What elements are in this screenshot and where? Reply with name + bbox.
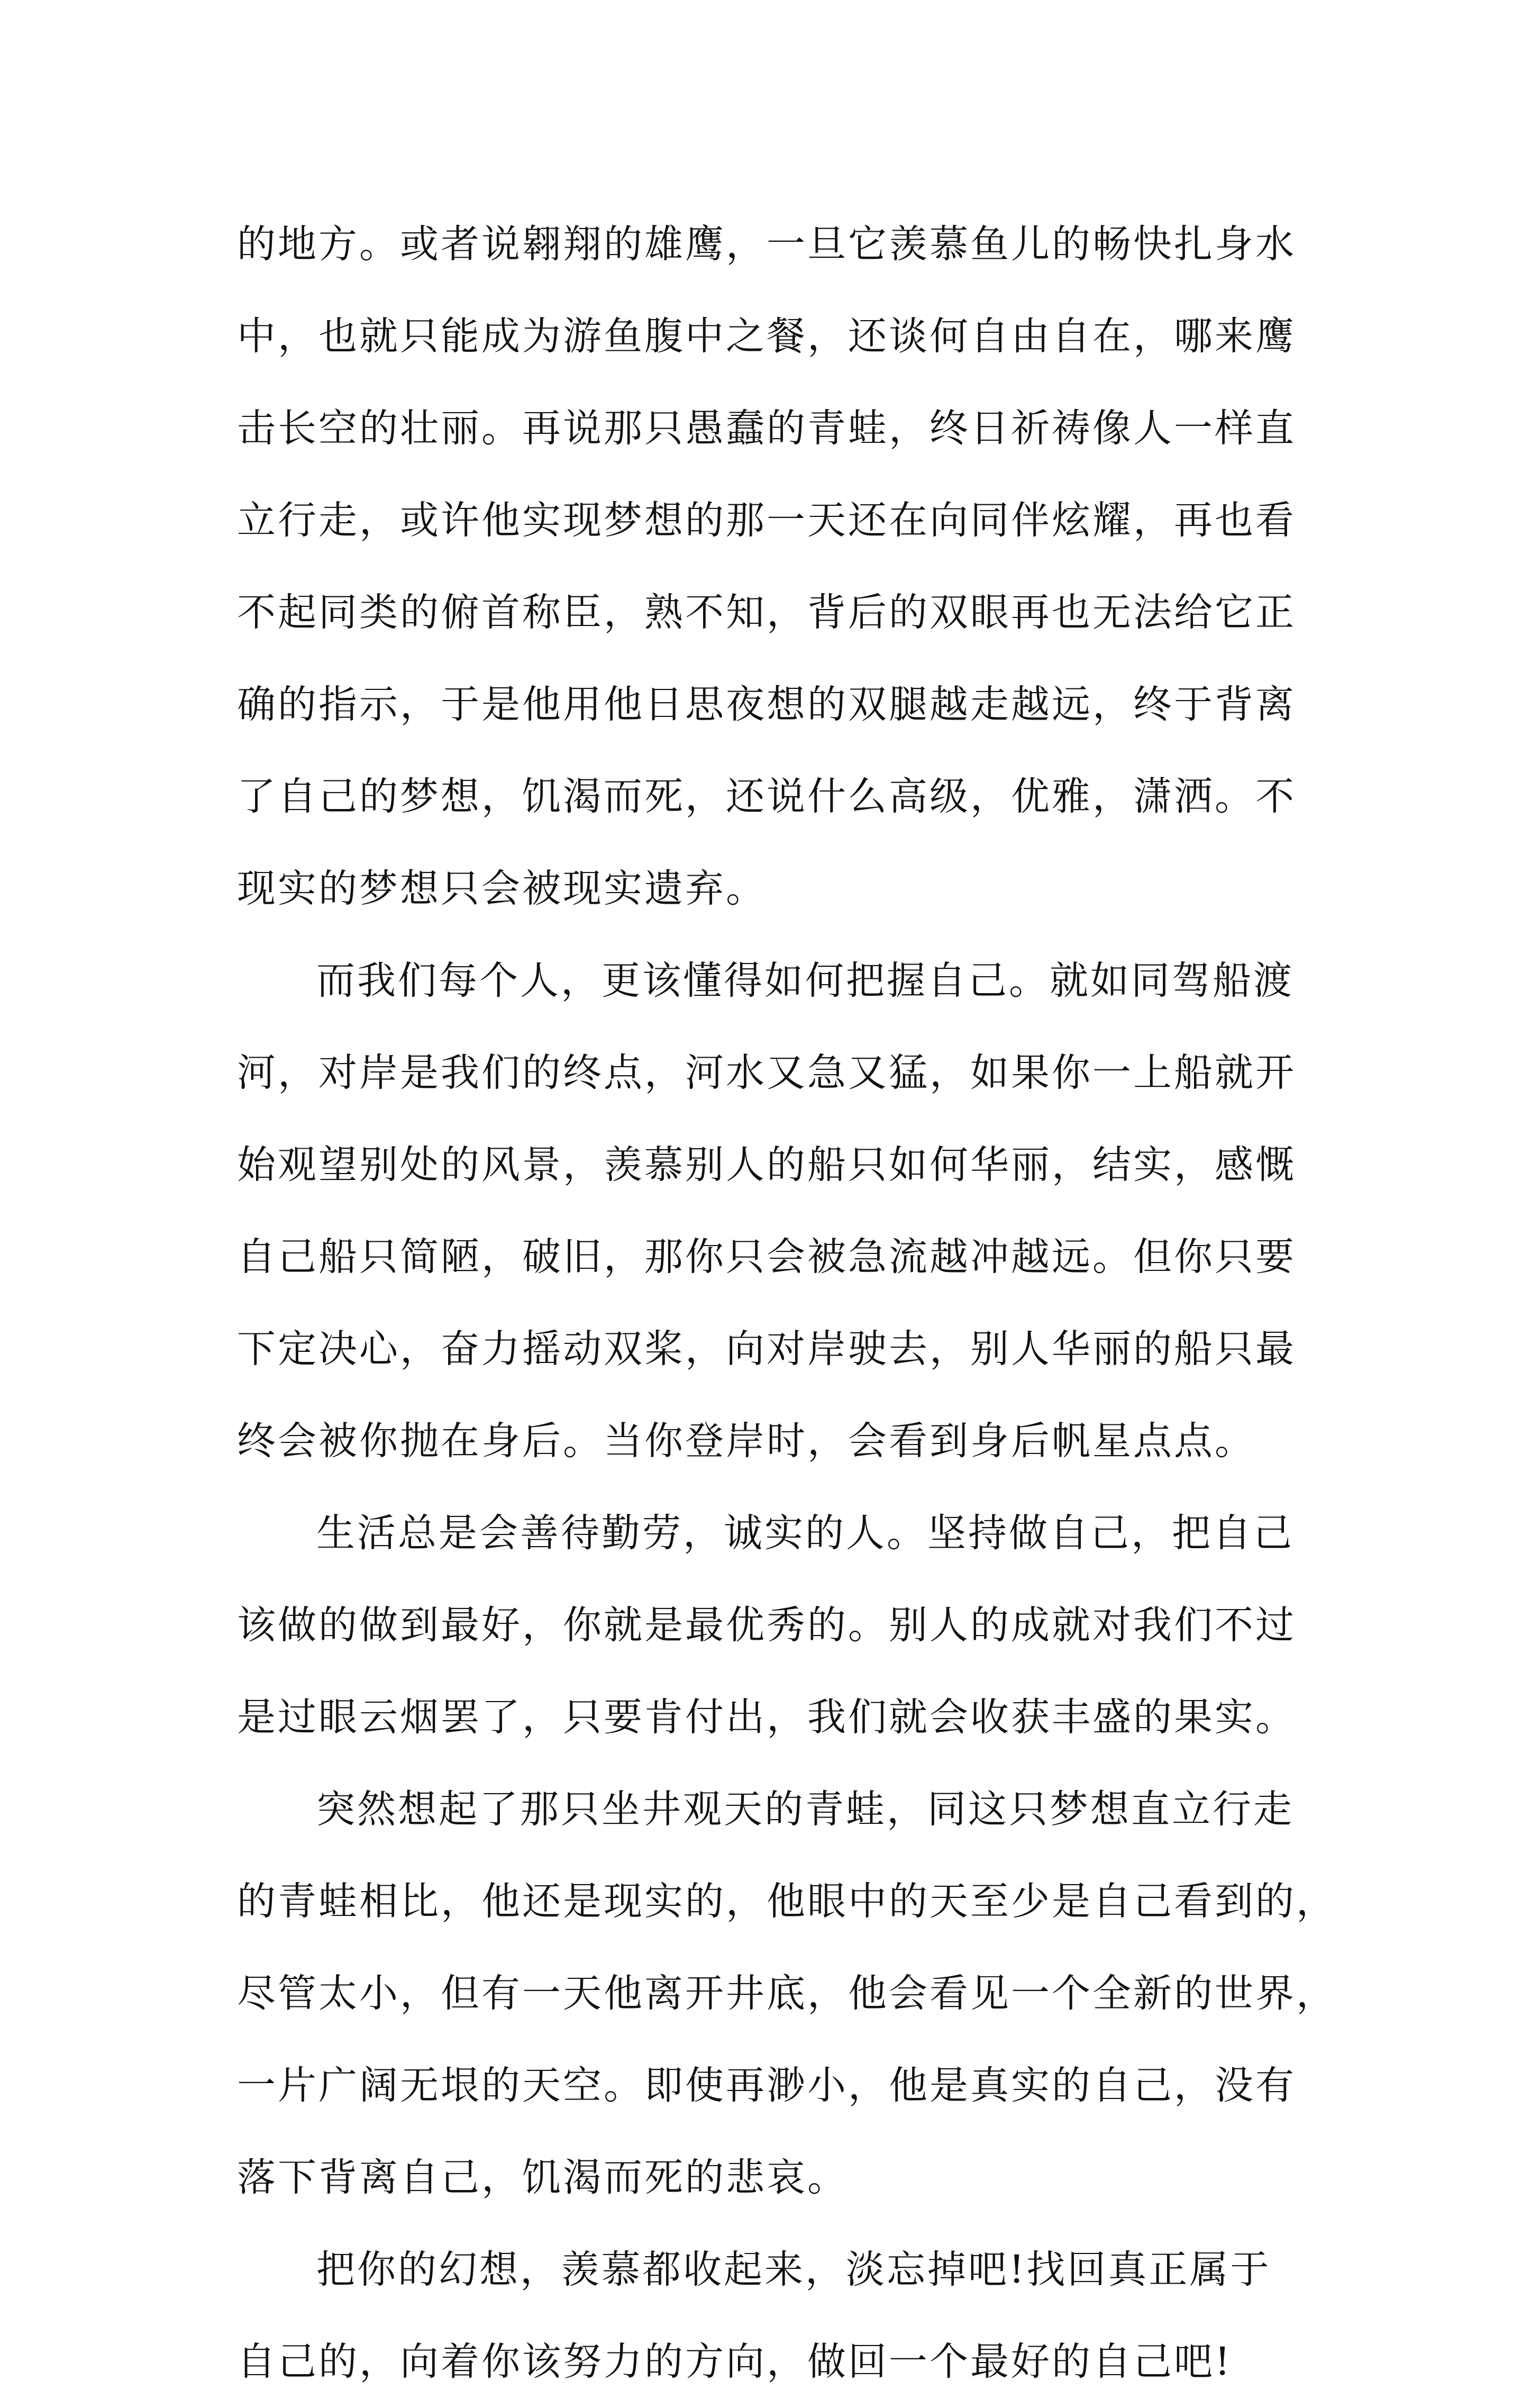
text-line: 落下背离自己，饥渴而死的悲哀。 — [237, 2155, 848, 2200]
text-line: 自己船只简陋，破旧，那你只会被急流越冲越远。但你只要 — [237, 1234, 1296, 1279]
text-line: 该做的做到最好，你就是最优秀的。别人的成就对我们不过 — [237, 1603, 1296, 1648]
paragraph-start-line: 突然想起了那只坐井观天的青蛙，同这只梦想直立行走 — [316, 1787, 1294, 1832]
body-text — [237, 198, 1337, 2408]
text-line: 确的指示，于是他用他日思夜想的双腿越走越远，终于背离 — [237, 682, 1296, 727]
text-line: 现实的梦想只会被现实遗弃。 — [237, 866, 767, 911]
text-line: 中，也就只能成为游鱼腹中之餐，还谈何自由自在，哪来鹰 — [237, 314, 1296, 359]
paragraph-start-line: 把你的幻想，羡慕都收起来，淡忘掉吧!找回真正属于 — [316, 2247, 1271, 2292]
text-line: 始观望别处的风景，羡慕别人的船只如何华丽，结实，感慨 — [237, 1142, 1296, 1187]
text-line: 不起同类的俯首称臣，熟不知，背后的双眼再也无法给它正 — [237, 590, 1296, 635]
text-line: 自己的，向着你该努力的方向，做回一个最好的自己吧! — [237, 2339, 1233, 2384]
text-line: 下定决心，奋力摇动双桨，向对岸驶去，别人华丽的船只最 — [237, 1326, 1296, 1371]
paragraph-start-line: 生活总是会善待勤劳，诚实的人。坚持做自己，把自己 — [316, 1511, 1294, 1556]
text-line: 一片广阔无垠的天空。即使再渺小，他是真实的自己，没有 — [237, 2063, 1296, 2108]
text-line: 河，对岸是我们的终点，河水又急又猛，如果你一上船就开 — [237, 1050, 1296, 1095]
text-line: 了自己的梦想，饥渴而死，还说什么高级，优雅，潇洒。不 — [237, 774, 1296, 819]
text-line: 是过眼云烟罢了，只要肯付出，我们就会收获丰盛的果实。 — [237, 1695, 1296, 1740]
text-line: 的地方。或者说翱翔的雄鹰，一旦它羡慕鱼儿的畅快扎身水 — [237, 222, 1296, 267]
text-line: 尽管太小，但有一天他离开井底，他会看见一个全新的世界， — [237, 1971, 1337, 2016]
text-line: 的青蛙相比，他还是现实的，他眼中的天至少是自己看到的， — [237, 1879, 1337, 1924]
text-line: 终会被你抛在身后。当你登岸时，会看到身后帆星点点。 — [237, 1419, 1255, 1464]
text-line: 立行走，或许他实现梦想的那一天还在向同伴炫耀，再也看 — [237, 498, 1296, 543]
paragraph-start-line: 而我们每个人，更该懂得如何把握自己。就如同驾船渡 — [316, 958, 1294, 1003]
text-line: 击长空的壮丽。再说那只愚蠢的青蛙，终日祈祷像人一样直 — [237, 406, 1296, 451]
